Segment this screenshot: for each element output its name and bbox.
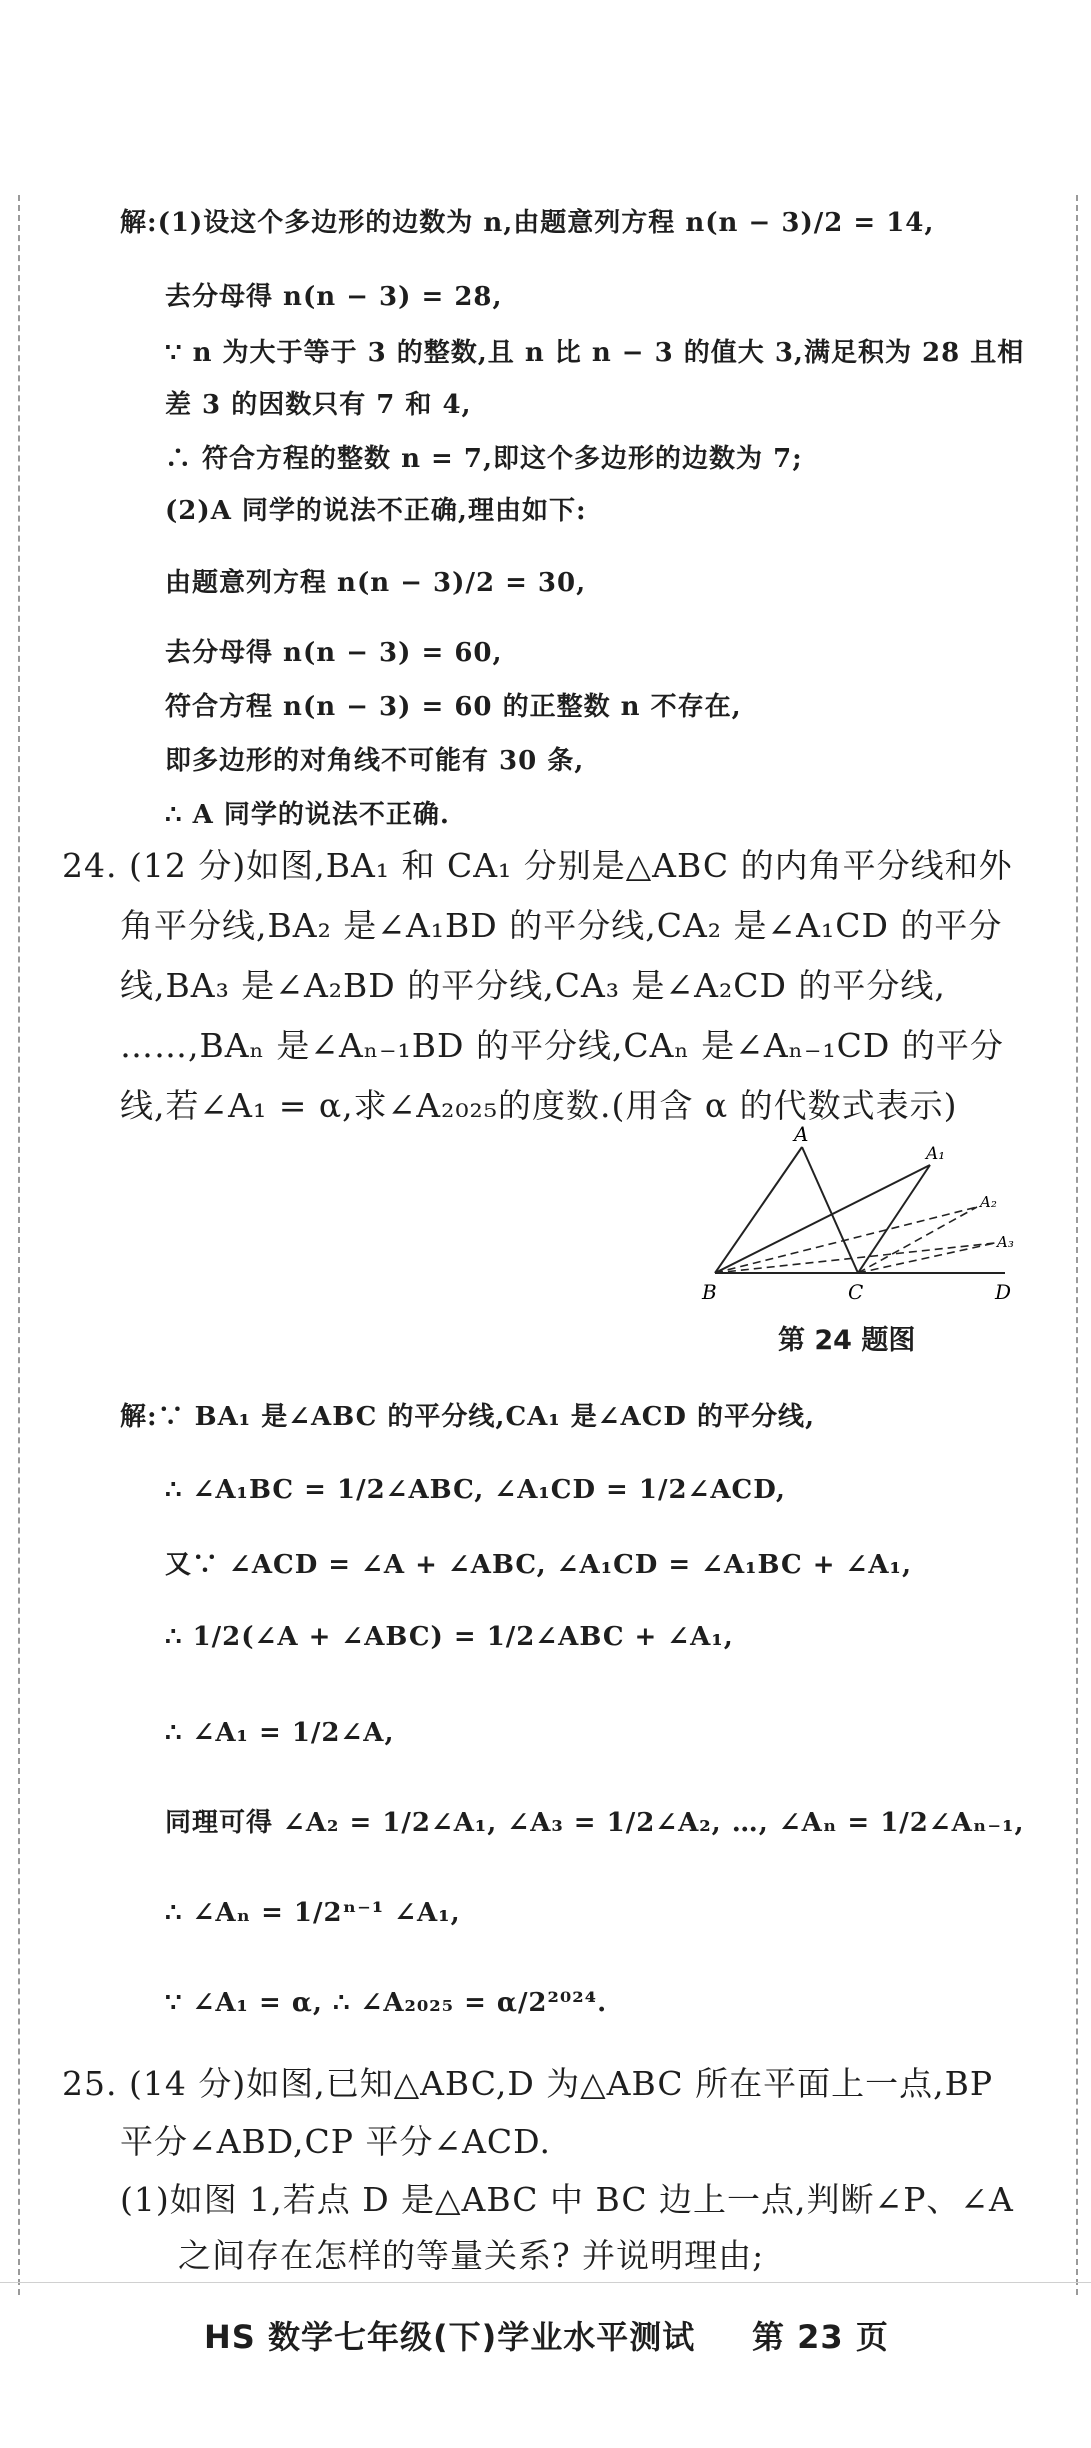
label-a2: A₂ (980, 1193, 997, 1211)
label-c: C (848, 1280, 864, 1304)
line-ba1 (715, 1165, 930, 1273)
q25-text-line-2: 平分∠ABD,CP 平分∠ACD. (120, 2122, 551, 2161)
q23-solution-line-10: 即多边形的对角线不可能有 30 条, (165, 746, 585, 776)
line-ac (802, 1147, 858, 1273)
q24-figure (690, 1125, 1040, 1315)
right-dashed-margin (1076, 195, 1078, 2295)
q24-solution-line-8: ∵ ∠A₁ = α, ∴ ∠A₂₀₂₅ = α/2²⁰²⁴. (165, 1988, 608, 2018)
q24-solution-line-4: ∴ 1/2(∠A + ∠ABC) = 1/2∠ABC + ∠A₁, (165, 1622, 734, 1652)
q23-solution-line-7: 由题意列方程 n(n − 3)/2 = 30, (165, 568, 587, 598)
q24-solution-line-1: 解:∵ BA₁ 是∠ABC 的平分线,CA₁ 是∠ACD 的平分线, (120, 1402, 816, 1432)
q23-solution-line-4: 差 3 的因数只有 7 和 4, (165, 390, 472, 420)
q24-text-line-4: ……,BAₙ 是∠Aₙ₋₁BD 的平分线,CAₙ 是∠Aₙ₋₁CD 的平分 (120, 1026, 1004, 1065)
footer-page-number: 第 23 页 (752, 2318, 889, 2356)
q24-solution-line-5: ∴ ∠A₁ = 1/2∠A, (165, 1718, 395, 1748)
left-dashed-margin (18, 195, 20, 2295)
line-ca1 (858, 1165, 930, 1273)
q23-solution-line-11: ∴ A 同学的说法不正确. (165, 800, 450, 830)
q24-solution-line-3: 又∵ ∠ACD = ∠A + ∠ABC, ∠A₁CD = ∠A₁BC + ∠A₁, (165, 1550, 912, 1580)
line-ca3 (858, 1243, 995, 1273)
q24-text-line-2: 角平分线,BA₂ 是∠A₁BD 的平分线,CA₂ 是∠A₁CD 的平分 (120, 906, 1003, 945)
line-ca2 (858, 1207, 977, 1273)
q23-solution-line-9: 符合方程 n(n − 3) = 60 的正整数 n 不存在, (165, 692, 742, 722)
label-a: A (794, 1125, 809, 1146)
q25-text-line-3: (1)如图 1,若点 D 是△ABC 中 BC 边上一点,判断∠P、∠A (120, 2180, 1014, 2219)
q23-solution-line-8: 去分母得 n(n − 3) = 60, (165, 638, 503, 668)
label-a1: A₁ (926, 1144, 946, 1164)
q23-solution-line-1: 解:(1)设这个多边形的边数为 n,由题意列方程 n(n − 3)/2 = 14, (120, 208, 935, 238)
q24-solution-line-7: ∴ ∠Aₙ = 1/2ⁿ⁻¹ ∠A₁, (165, 1898, 461, 1928)
line-ba (715, 1147, 802, 1273)
label-a3: A₃ (997, 1233, 1014, 1251)
footer-title: HS 数学七年级(下)学业水平测试 (204, 2318, 696, 2356)
q24-text-line-1: 24. (12 分)如图,BA₁ 和 CA₁ 分别是△ABC 的内角平分线和外 (62, 846, 1013, 885)
footer-rule (0, 2282, 1091, 2283)
label-b: B (702, 1280, 717, 1304)
q24-text-line-5: 线,若∠A₁ = α,求∠A₂₀₂₅的度数.(用含 α 的代数式表示) (120, 1086, 958, 1125)
q23-solution-line-3: ∵ n 为大于等于 3 的整数,且 n 比 n − 3 的值大 3,满足积为 28 且相 (165, 338, 1025, 368)
q24-solution-line-2: ∴ ∠A₁BC = 1/2∠ABC, ∠A₁CD = 1/2∠ACD, (165, 1475, 786, 1505)
q24-figure-caption: 第 24 题图 (778, 1325, 916, 1356)
q23-solution-line-6: (2)A 同学的说法不正确,理由如下: (165, 496, 587, 526)
q24-solution-line-6: 同理可得 ∠A₂ = 1/2∠A₁, ∠A₃ = 1/2∠A₂, …, ∠Aₙ = 1/2∠Aₙ₋₁, (165, 1808, 1025, 1838)
q25-text-line-1: 25. (14 分)如图,已知△ABC,D 为△ABC 所在平面上一点,BP (62, 2064, 994, 2103)
q24-text-line-3: 线,BA₃ 是∠A₂BD 的平分线,CA₃ 是∠A₂CD 的平分线, (120, 966, 946, 1005)
q23-solution-line-2: 去分母得 n(n − 3) = 28, (165, 282, 503, 312)
label-d: D (995, 1280, 1012, 1304)
q25-text-line-4: 之间存在怎样的等量关系? 并说明理由; (178, 2236, 765, 2275)
q23-solution-line-5: ∴ 符合方程的整数 n = 7,即这个多边形的边数为 7; (165, 444, 803, 474)
